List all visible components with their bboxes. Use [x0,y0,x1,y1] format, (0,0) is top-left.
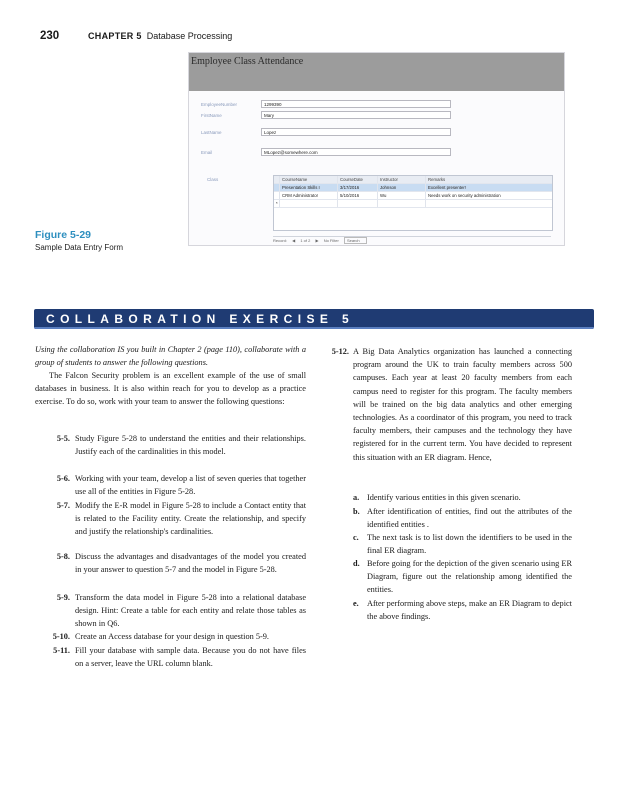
question-text: Study Figure 5-28 to understand the entities and their relationships. Justify each of the cardinalities in this model. [75,434,306,457]
question-5-12 [321,345,572,495]
question-5-9 [35,591,306,631]
question-number: 5-8. [56,552,70,561]
sub-item-text: After performing above steps, make an ER Diagram to depict the above findings. [367,599,572,622]
question-number: 5-10. [52,632,70,641]
sub-item-text: Identify various entities in this given scenario. [367,493,521,502]
banner-title: COLLABORATION EXERCISE 5 [46,312,355,326]
sub-item-letter: b. [353,507,360,516]
question-number: 5-11. [53,646,70,655]
table-row[interactable] [274,184,552,192]
question-text: Create an Access database for your design in question 5-9. [75,632,269,641]
field-label-employee-number: EmployeeNumber [201,102,238,107]
record-navigation-bar [273,236,551,244]
table-cell[interactable]: Excellent presenter! [428,185,466,190]
new-record-marker: * [274,200,280,207]
table-cell[interactable]: Johnson [378,184,426,191]
search-input[interactable]: Search [344,237,367,244]
question-5-6 [35,472,306,499]
sub-item-letter: e. [353,599,359,608]
table-cell[interactable]: CRM Administrator [280,192,338,199]
question-number: 5-7. [56,501,70,510]
table-cell[interactable]: 3/17/2016 [338,184,378,191]
column-header[interactable]: Instructor [378,176,426,183]
question-5-5 [35,432,306,472]
data-entry-form-figure [188,52,565,246]
figure-caption: Sample Data Entry Form [35,243,124,252]
sub-item-text: Before going for the depiction of the given scenario using ER Diagram, figure out the relationship among identified the entities. [367,559,572,595]
column-header[interactable]: CourseDate [338,176,378,183]
table-row[interactable] [274,192,552,200]
question-text: A Big Data Analytics organization has launched a connecting program around the UK to train faculty members across 500 campuses. Each year at least 20 faculty members from each campus need to register for this program. The faculty members will be trained on the big data analytics and other emerging technologies. As a coordinator of this program, you need to track faculty members, their campuses and the technology they have registered for in the current term. You have decided to represent this situation with an ER diagram. Hence, [353,347,572,462]
table-cell[interactable]: Needs work on security administration [428,193,501,198]
record-position[interactable]: 1 of 2 [300,238,311,243]
question-number: 5-6. [56,474,70,483]
filter-status[interactable]: No Filter [323,238,339,243]
sub-item-text: After identification of entities, find out the attributes of the identified entities . [367,507,572,530]
column-header[interactable]: CourseName [280,176,338,183]
question-number: 5-5. [56,434,70,443]
class-subform-grid [273,175,553,231]
question-number: 5-9. [56,593,70,602]
question-5-11 [35,644,306,671]
column-header[interactable]: Remarks [428,177,446,182]
question-5-7 [35,499,306,552]
intro-paragraph: The Falcon Security problem is an excellent example of the use of small databases in business. It is also within reach for you to develop as a practice exercise. To do so, work with your team to answer the following questions: [35,371,306,407]
question-text: Transform the data model in Figure 5-28 into a relational database design. Hint: Create a table for each entity and relate those tables as shown in Q6. [75,593,306,629]
subform-header-row [274,176,552,184]
table-cell[interactable]: Presentation Skills I [280,184,338,191]
question-5-8 [35,550,306,590]
question-text: Modify the E-R model in Figure 5-28 to include a Contact entity that is related to the Facility entity. Create the relationship, and specify and justify the relationship's cardinalities. [75,501,306,537]
sub-item-letter: d. [353,559,360,568]
email-field[interactable]: MLopez@somewhere.com [261,148,451,156]
intro-instructions: Using the collaboration IS you built in Chapter 2 (page 110), collaborate with a group of students to answer the following questions. [35,345,306,368]
table-cell[interactable]: 5/10/2016 [338,192,378,199]
question-text: Discuss the advantages and disadvantages of the model you created in your answer to question 5-7 and the model in Figure 5-28. [75,552,306,575]
question-text: Fill your database with sample data. Because you do not have files on a server, leave the URL column blank. [75,646,306,669]
field-label-first-name: FirstName [201,113,222,118]
sub-item-letter: a. [353,493,360,502]
question-text: Working with your team, develop a list of seven queries that together use all of the entities in Figure 5-28. [75,474,306,497]
chapter-label: CHAPTER 5 [88,31,142,41]
first-name-field[interactable]: Mary [261,111,451,119]
form-title: Employee Class Attendance [191,56,304,67]
section-banner [34,309,594,329]
first-record-icon[interactable]: ◀ [292,238,296,243]
class-label: Class [207,177,219,182]
field-label-last-name: LastName [201,130,222,135]
question-number: 5-12. [331,347,349,356]
field-label-email: Email [201,150,213,155]
chapter-title: Database Processing [146,31,233,41]
sub-item-letter: c. [353,533,359,542]
last-name-field[interactable]: Lopez [261,128,451,136]
new-record-row[interactable] [274,200,552,208]
figure-label: Figure 5-29 [35,229,92,241]
running-header [88,31,232,41]
page-number: 230 [40,30,60,42]
next-record-icon[interactable]: ▶ [315,238,319,243]
question-5-10 [35,630,306,644]
sub-item-text: The next task is to list down the identifiers to be used in the final ER diagram. [367,533,572,556]
employee-number-field[interactable]: 1299390 [261,100,451,108]
record-label: Record: [273,238,288,243]
table-cell[interactable]: Wu [378,192,426,199]
form-header [189,53,564,91]
